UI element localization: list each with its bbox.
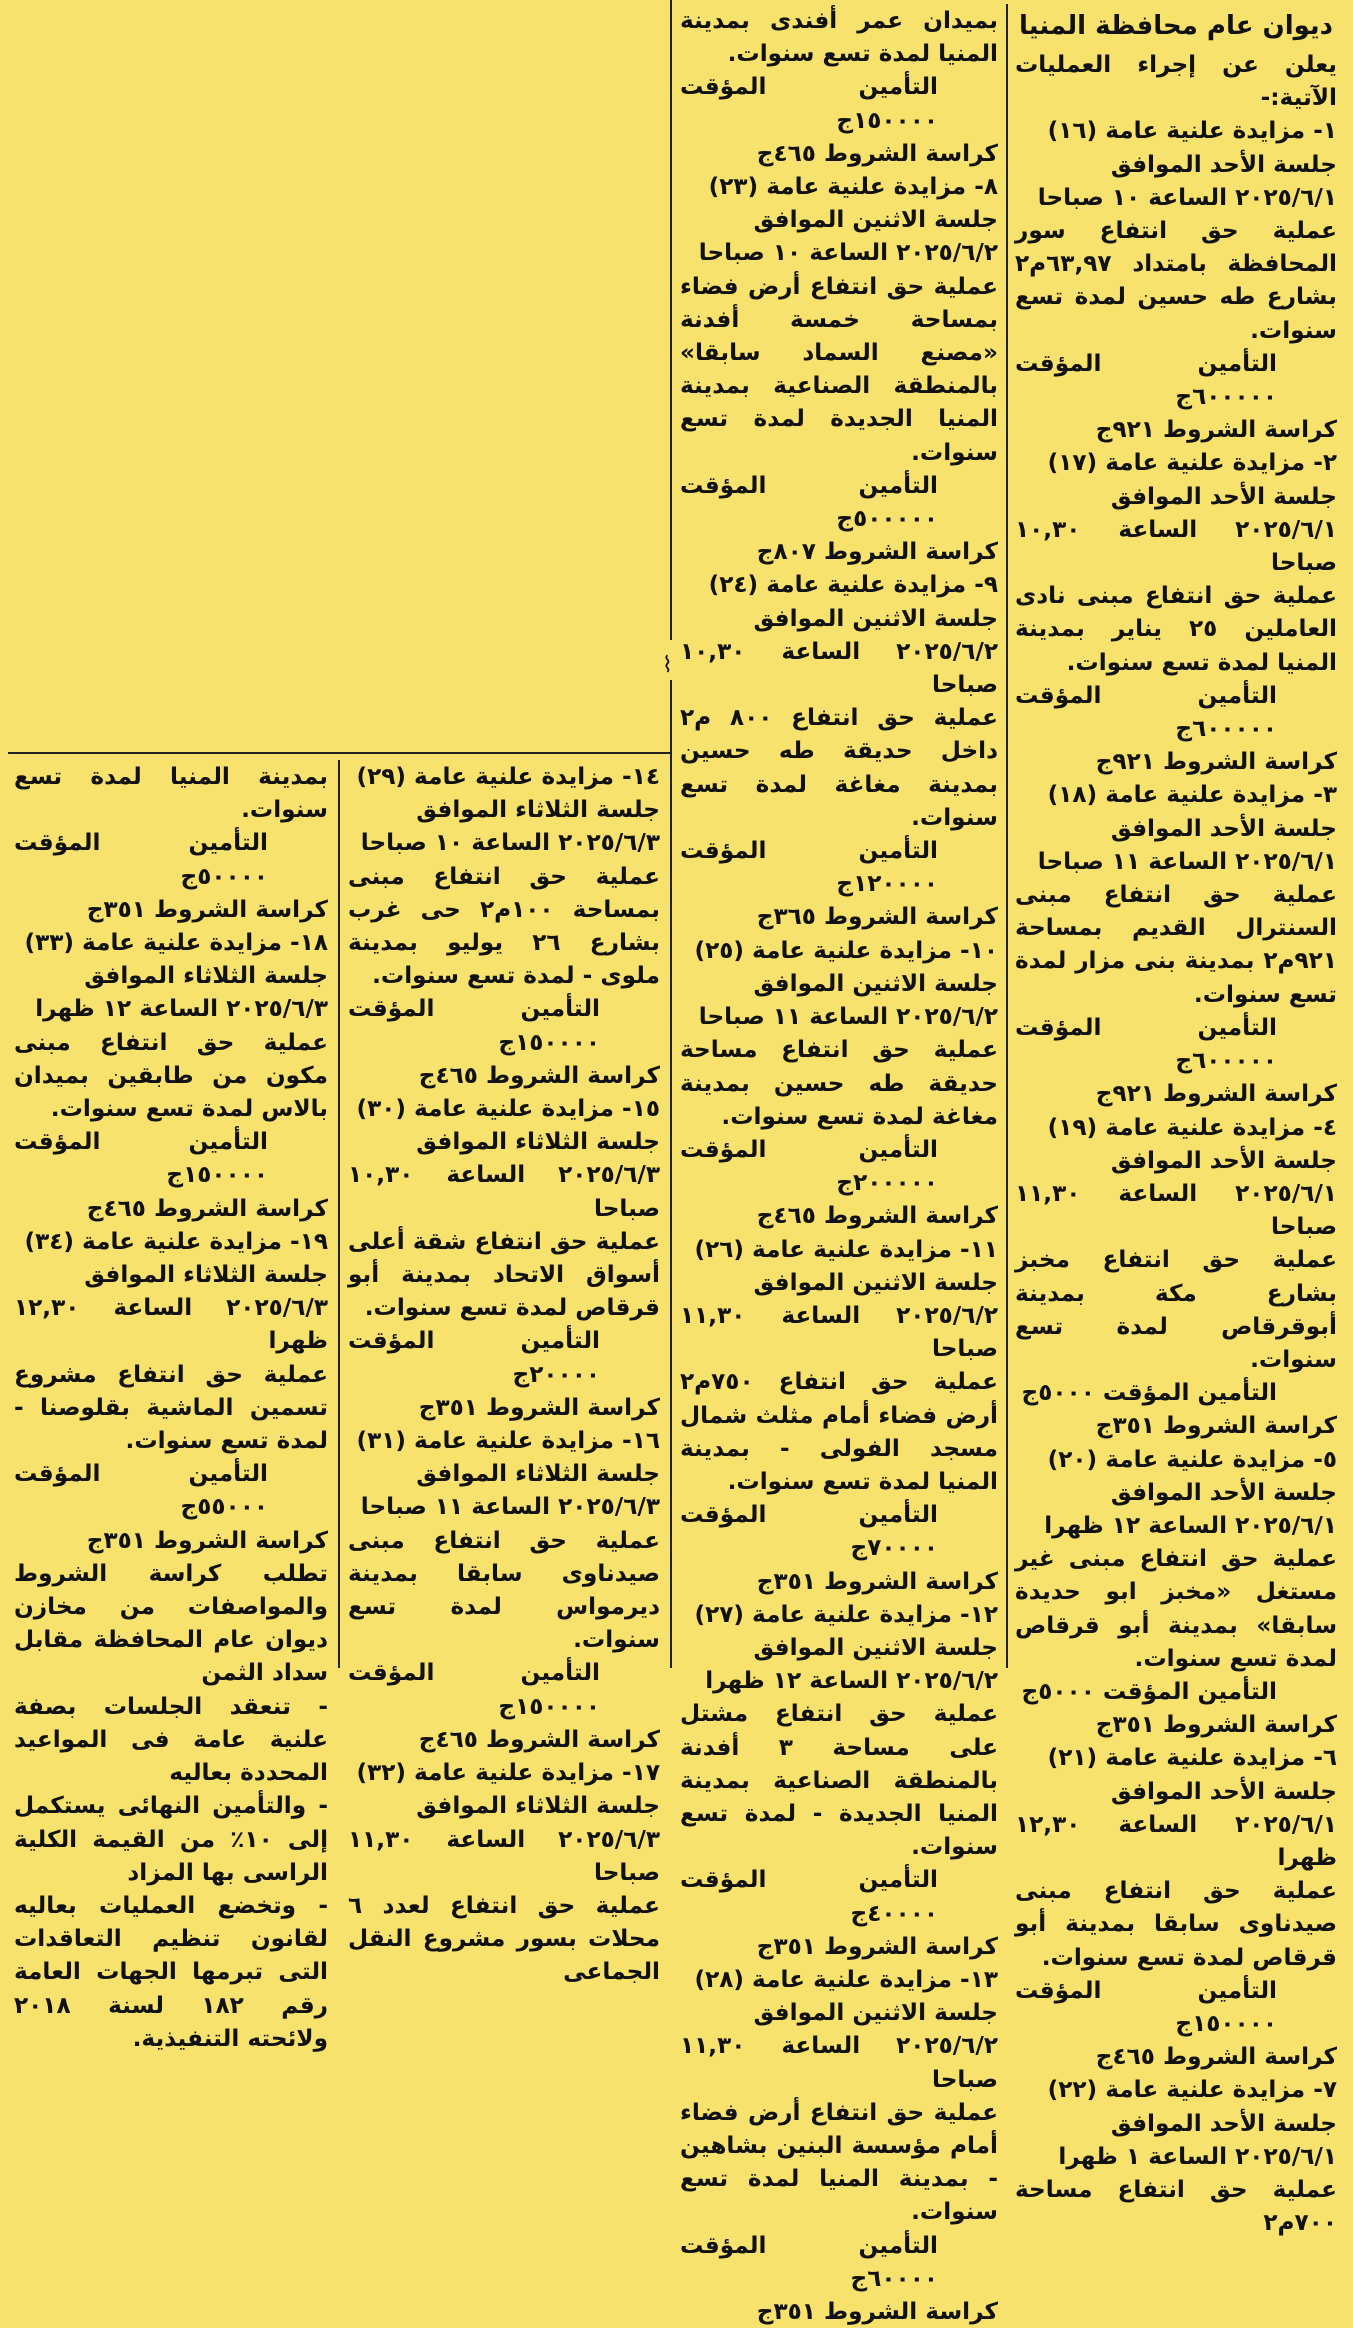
col1-line: ٢٠٢٥/٦/١ الساعة ١٠ صباحا: [1037, 183, 1337, 211]
col4-line: جلسة الثلاثاء الموافق: [84, 962, 328, 990]
col4-line: تطلب كراسة الشروط والمواصفات من مخازن ديوان عام المحافظة مقابل سداد الثمن: [14, 1559, 328, 1687]
page-title: ديوان عام محافظة المنيا: [1018, 11, 1334, 41]
col1-line: ٣- مزايدة علنية عامة (١٨): [1047, 781, 1337, 809]
col1-line: جلسة الأحد الموافق: [1110, 1777, 1337, 1805]
col2-line: ١١- مزايدة علنية عامة (٢٦): [694, 1235, 998, 1263]
col3-line: ١٦- مزايدة علنية عامة (٣١): [356, 1427, 660, 1455]
col1-line: كراسة الشروط ٩٢١ج: [1095, 748, 1337, 776]
column-rule: [670, 680, 672, 1668]
col1-line: جلسة الأحد الموافق: [1110, 150, 1337, 178]
col1-line: ٢- مزايدة علنية عامة (١٧): [1047, 449, 1337, 477]
col2-line: جلسة الاثنين الموافق: [753, 1999, 998, 2027]
col2-line: بميدان عمر أفندى بمدينة المنيا لمدة تسع سنوات.: [680, 7, 998, 68]
col2-line: ٩- مزايدة علنية عامة (٢٤): [708, 571, 998, 599]
col1-line: جلسة الأحد الموافق: [1110, 1478, 1337, 1506]
col1-line: ٧- مزايدة علنية عامة (٢٢): [1047, 2076, 1337, 2104]
col4-line: ٢٠٢٥/٦/٣ الساعة ١٢ ظهرا: [35, 995, 328, 1023]
col1-line: التأمين المؤقت ٥٠٠٠ج: [1021, 1379, 1277, 1407]
col1-line: كراسة الشروط ٣٥١ج: [1095, 1711, 1337, 1739]
col2-line: كراسة الشروط ٨٠٧ج: [756, 538, 998, 566]
col2-line: ١٠- مزايدة علنية عامة (٢٥): [694, 936, 998, 964]
col1-line: عملية حق انتفاع مبنى نادى العاملين ٢٥ يناير بمدينة المنيا لمدة تسع سنوات.: [1015, 582, 1337, 676]
column-2: [680, 4, 999, 2326]
col4-line: التأمين المؤقت ٥٥٠٠٠ج: [14, 1460, 268, 1521]
col4-line: كراسة الشروط ٣٥١ج: [86, 1526, 328, 1554]
col4-line: كراسة الشروط ٣٥١ج: [86, 895, 328, 923]
col2-line: عملية حق انتفاع مساحة حديقة طه حسين بمدينة مغاغة لمدة تسع سنوات.: [680, 1036, 998, 1130]
col1-line: ٦- مزايدة علنية عامة (٢١): [1047, 1744, 1337, 1772]
col1-line: ٢٠٢٥/٦/١ الساعة ١١,٣٠ صباحا: [1015, 1179, 1337, 1241]
col1-line: جلسة الأحد الموافق: [1110, 2109, 1337, 2137]
col4-line: - والتأمين النهائى يستكمل إلى ١٠٪ من القيمة الكلية الراسى بها المزاد: [14, 1792, 329, 1886]
col1-line: التأمين المؤقت ٦٠٠٠٠٠ج: [1015, 1013, 1277, 1075]
col4-line: التأمين المؤقت ١٥٠٠٠٠ج: [14, 1128, 268, 1189]
col2-line: ٢٠٢٥/٦/٢ الساعة ١٠ صباحا: [698, 239, 998, 267]
col4-line: التأمين المؤقت ٥٠٠٠٠ج: [14, 829, 268, 890]
col3-line: ٢٠٢٥/٦/٣ الساعة ١٠ صباحا: [360, 829, 660, 857]
col1-line: عملية حق انتفاع مخبز بشارع مكة بمدينة أبوقرقاص لمدة تسع سنوات.: [1015, 1246, 1337, 1373]
col2-line: ١٣- مزايدة علنية عامة (٢٨): [694, 1965, 998, 1993]
column-rule: [338, 760, 340, 1668]
col3-line: عملية حق انتفاع مبنى بمساحة ١٠٠م٢ حى غرب بشارع ٢٦ يوليو بمدينة ملوى - لمدة تسع سنوات.: [348, 862, 660, 990]
col3-line: ٢٠٢٥/٦/٣ الساعة ١١ صباحا: [360, 1493, 660, 1521]
col3-line: جلسة الثلاثاء الموافق: [416, 1128, 660, 1156]
col1-line: التأمين المؤقت ٦٠٠٠٠٠ج: [1015, 349, 1277, 411]
col2-line: جلسة الاثنين الموافق: [753, 1268, 998, 1296]
col4-line: ١٩- مزايدة علنية عامة (٣٤): [24, 1227, 328, 1255]
col2-line: ٢٠٢٥/٦/٢ الساعة ١١ صباحا: [698, 1003, 998, 1031]
col1-line: كراسة الشروط ٣٥١ج: [1095, 1412, 1337, 1440]
col2-line: التأمين المؤقت ٦٠٠٠٠ج: [680, 2231, 938, 2292]
col2-line: التأمين المؤقت ١٥٠٠٠٠ج: [680, 73, 938, 134]
col2-line: كراسة الشروط ٤٦٥ج: [756, 1202, 998, 1230]
column-3: [348, 760, 660, 1986]
col4-line: عملية حق انتفاع مشروع تسمين الماشية بقلوصنا - لمدة تسع سنوات.: [14, 1360, 328, 1455]
col1-line: كراسة الشروط ٩٢١ج: [1095, 416, 1337, 444]
col1-line: ٤- مزايدة علنية عامة (١٩): [1047, 1113, 1337, 1141]
col4-line: عملية حق انتفاع مبنى مكون من طابقين بميدان بالاس لمدة تسع سنوات.: [14, 1028, 328, 1123]
column-rule: [1006, 4, 1008, 1668]
col1-line: ٢٠٢٥/٦/١ الساعة ١١ صباحا: [1037, 847, 1337, 875]
col2-line: التأمين المؤقت ٢٠٠٠٠٠ج: [680, 1135, 938, 1197]
col1-line: ٥- مزايدة علنية عامة (٢٠): [1047, 1445, 1337, 1473]
col4-line: بمدينة المنيا لمدة تسع سنوات.: [14, 763, 328, 824]
col2-line: ١٢- مزايدة علنية عامة (٢٧): [694, 1600, 998, 1628]
col1-line: ٢٠٢٥/٦/١ الساعة ١ ظهرا: [1058, 2142, 1337, 2170]
col2-line: التأمين المؤقت ١٢٠٠٠٠ج: [680, 837, 938, 898]
col4-line: ٢٠٢٥/٦/٣ الساعة ١٢,٣٠ ظهرا: [14, 1294, 328, 1355]
col4-line: ١٨- مزايدة علنية عامة (٣٣): [24, 929, 328, 957]
col3-line: ١٧- مزايدة علنية عامة (٣٢): [356, 1759, 660, 1787]
section-rule: [8, 752, 670, 754]
col3-line: التأمين المؤقت ١٥٠٠٠٠ج: [348, 995, 600, 1056]
col2-line: ٢٠٢٥/٦/٢ الساعة ١٢ ظهرا: [705, 1667, 998, 1695]
col3-line: ٢٠٢٥/٦/٣ الساعة ١٠,٣٠ صباحا: [348, 1161, 660, 1222]
col3-line: التأمين المؤقت ١٥٠٠٠٠ج: [348, 1659, 600, 1720]
col1-line: عملية حق انتفاع مساحة ٧٠٠م٢: [1015, 2176, 1337, 2237]
col1-line: ١- مزايدة علنية عامة (١٦): [1047, 117, 1337, 145]
col3-line: ٢٠٢٥/٦/٣ الساعة ١١,٣٠ صباحا: [348, 1825, 660, 1886]
col1-line: كراسة الشروط ٤٦٥ج: [1095, 2043, 1337, 2071]
col1-line: جلسة الأحد الموافق: [1110, 1146, 1337, 1174]
column-rule: [670, 0, 672, 640]
col2-line: التأمين المؤقت ٤٠٠٠٠ج: [680, 1866, 938, 1927]
col1-line: عملية حق انتفاع مبنى صيدناوى سابقا بمدينة أبو قرقاص لمدة تسع سنوات.: [1015, 1877, 1337, 1971]
column-4: [14, 760, 329, 2052]
col1-line: عملية حق انتفاع سور المحافظة بامتداد ٦٣,٩٧م٢ بشارع طه حسين لمدة تسع سنوات.: [1015, 217, 1337, 344]
col3-line: عملية حق انتفاع مبنى صيدناوى سابقا بمدينة ديرمواس لمدة تسع سنوات.: [348, 1526, 660, 1654]
col2-line: عملية حق انتفاع أرض فضاء أمام مؤسسة البنين بشاهين - بمدينة المنيا لمدة تسع سنوات.: [680, 2098, 998, 2226]
col2-line: كراسة الشروط ٣٥١ج: [756, 1567, 998, 1595]
col2-line: ٢٠٢٥/٦/٢ الساعة ١١,٣٠ صباحا: [680, 1301, 998, 1363]
col1-line: كراسة الشروط ٩٢١ج: [1095, 1080, 1337, 1108]
col2-line: ٨- مزايدة علنية عامة (٢٣): [708, 173, 998, 201]
col3-line: ١٥- مزايدة علنية عامة (٣٠): [356, 1095, 660, 1123]
column-1: [1015, 8, 1337, 2237]
col2-line: عملية حق انتفاع ٧٥٠م٢ أرض فضاء أمام مثلث شمال مسجد الفولى - بمدينة المنيا لمدة تسع سنوات.: [680, 1368, 998, 1495]
col2-line: التأمين المؤقت ٧٠٠٠٠ج: [680, 1501, 938, 1562]
col2-line: التأمين المؤقت ٥٠٠٠٠٠ج: [680, 471, 938, 533]
col2-line: جلسة الاثنين الموافق: [753, 206, 998, 234]
col3-line: كراسة الشروط ٤٦٥ج: [418, 1725, 660, 1753]
col3-line: عملية حق انتفاع لعدد ٦ محلات بسور مشروع النقل الجماعى: [348, 1891, 660, 1986]
col3-line: عملية حق انتفاع شقة أعلى أسواق الاتحاد بمدينة أبو قرقاص لمدة تسع سنوات.: [348, 1227, 660, 1322]
col3-line: كراسة الشروط ٣٥١ج: [418, 1393, 660, 1421]
col1-line: ٢٠٢٥/٦/١ الساعة ١٢,٣٠ ظهرا: [1015, 1810, 1337, 1871]
col1-line: التأمين المؤقت ٦٠٠٠٠٠ج: [1015, 681, 1277, 743]
col1-line: جلسة الأحد الموافق: [1110, 814, 1337, 842]
col2-line: جلسة الاثنين الموافق: [753, 1633, 998, 1661]
col1-line: عملية حق انتفاع مبنى غير مستغل «مخبز ابو حديدة سابقا» بمدينة أبو قرقاص لمدة تسع سنوات.: [1015, 1545, 1337, 1672]
col3-line: جلسة الثلاثاء الموافق: [416, 1792, 660, 1820]
col2-line: ٢٠٢٥/٦/٢ الساعة ١١,٣٠ صباحا: [680, 2032, 998, 2093]
col1-line: التأمين المؤقت ١٥٠٠٠٠ج: [1015, 1976, 1277, 2037]
col4-line: كراسة الشروط ٤٦٥ج: [86, 1194, 328, 1222]
col1-line: عملية حق انتفاع مبنى السنترال القديم بمساحة ٩٢١م٢ بمدينة بنى مزار لمدة تسع سنوات.: [1015, 881, 1337, 1008]
col2-line: جلسة الاثنين الموافق: [753, 604, 998, 632]
col2-line: كراسة الشروط ٣٦٥ج: [756, 903, 998, 931]
intro-text: يعلن عن إجراء العمليات الآتية:-: [1015, 51, 1337, 112]
col1-line: ٢٠٢٥/٦/١ الساعة ١٢ ظهرا: [1044, 1511, 1337, 1539]
col4-line: - وتخضع العمليات بعاليه لقانون تنظيم التعاقدات التى تبرمها الجهات العامة رقم ١٨٢ لسنة ٢٠١٨ ولائحته التنفيذية.: [14, 1891, 328, 2052]
col2-line: عملية حق انتفاع مشتل على مساحة ٣ أفدنة بالمنطقة الصناعية بمدينة المنيا الجديدة - لمدة تسع سنوات.: [680, 1700, 998, 1861]
col1-line: جلسة الأحد الموافق: [1110, 482, 1337, 510]
col2-line: جلسة الاثنين الموافق: [753, 969, 998, 997]
col3-line: جلسة الثلاثاء الموافق: [416, 796, 660, 824]
col2-line: كراسة الشروط ٣٥١ج: [756, 2298, 998, 2326]
col1-line: التأمين المؤقت ٥٠٠٠ج: [1021, 1677, 1277, 1705]
col3-line: التأمين المؤقت ٢٠٠٠٠ج: [348, 1327, 600, 1388]
col2-line: عملية حق انتفاع ٨٠٠ م٢ داخل حديقة طه حسين بمدينة مغاغة لمدة تسع سنوات.: [680, 704, 999, 831]
col3-line: كراسة الشروط ٤٦٥ج: [418, 1061, 660, 1089]
col3-line: جلسة الثلاثاء الموافق: [416, 1460, 660, 1488]
col4-line: جلسة الثلاثاء الموافق: [84, 1261, 328, 1289]
col2-line: كراسة الشروط ٣٥١ج: [756, 1932, 998, 1960]
column-rule-brace: ⌇: [662, 653, 673, 678]
col4-line: - تنعقد الجلسات بصفة علنية عامة فى المواعيد المحددة بعاليه: [14, 1692, 328, 1787]
col1-line: ٢٠٢٥/٦/١ الساعة ١٠,٣٠ صباحا: [1015, 515, 1337, 577]
col3-line: ١٤- مزايدة علنية عامة (٢٩): [356, 763, 660, 790]
col2-line: ٢٠٢٥/٦/٢ الساعة ١٠,٣٠ صباحا: [680, 637, 998, 699]
col2-line: عملية حق انتفاع أرض فضاء بمساحة خمسة أفدنة «مصنع السماد سابقا» بالمنطقة الصناعية بمدينة المنيا الجديدة لمدة تسع سنوات.: [680, 272, 998, 466]
col2-line: كراسة الشروط ٤٦٥ج: [756, 139, 998, 167]
